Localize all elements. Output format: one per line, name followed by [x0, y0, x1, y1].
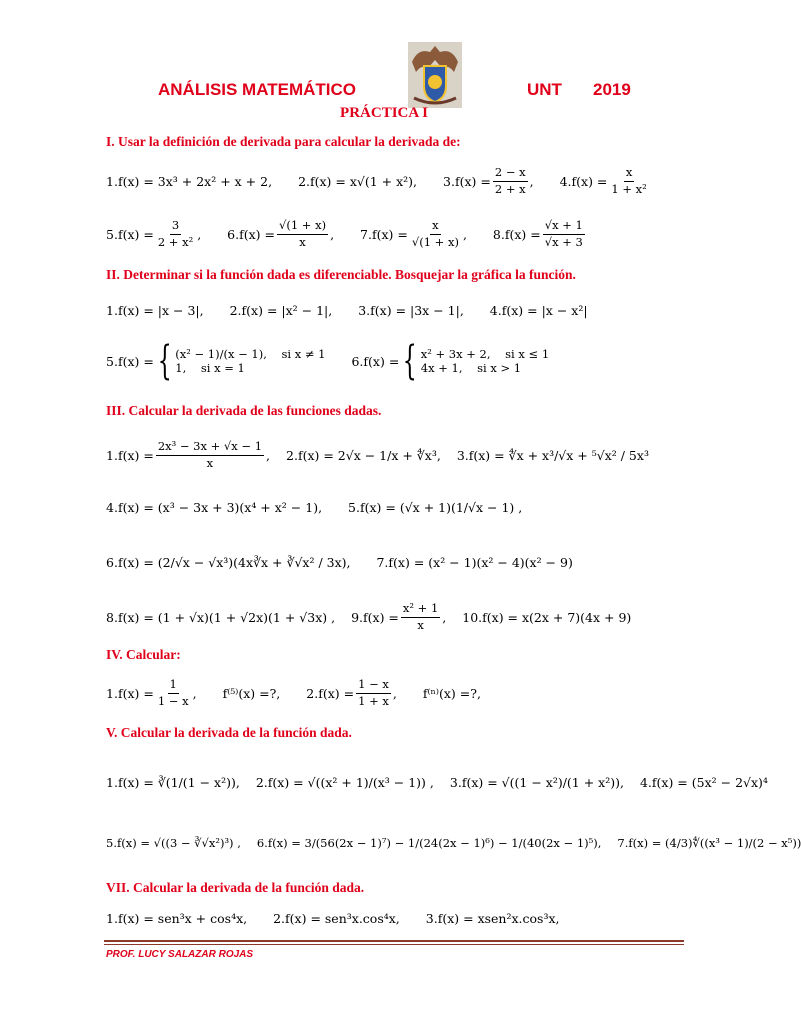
section-3-row-1 [106, 435, 728, 475]
exercise-5-4: 4. f(x) = (5x² − 2√x)⁴ [639, 774, 768, 790]
exercise-1-6: 6. f(x) = $\frac{√(1 + x)}{x}$ , [227, 218, 335, 249]
course-title: ANÁLISIS MATEMÁTICO [158, 80, 357, 99]
exercise-5-5: 5. f(x) = √((3 − ∛√x²)³) , [106, 836, 241, 850]
section-3-title: III. Calcular la derivada de las funciones dadas. [106, 403, 382, 418]
exercise-2-4: 4. f(x) = |x − x²| [489, 302, 588, 318]
exercise-5-3: 3. f(x) = √((1 − x²)/(1 + x²)), [449, 774, 624, 790]
exercise-5-7: 7. f(x) = (4/3)∜((x³ − 1)/(2 − x⁵)) [617, 836, 801, 850]
section-1-row-2 [106, 214, 728, 254]
exercise-4-2-derivative: f⁽ⁿ⁾(x) =?, [422, 685, 481, 701]
section-4-title: IV. Calcular: [106, 647, 181, 662]
year-label: 2019 [593, 80, 631, 99]
exercise-1-3: 3. f(x) = $\frac{2 - x}{2 + x}$ , [443, 165, 534, 196]
institution-label: UNT [527, 80, 562, 99]
exercise-7-1: 1. f(x) = sen³x + cos⁴x, [106, 910, 248, 926]
exercise-4-1: 1. f(x) = $\frac{1}{1 - x}$ , [106, 677, 197, 708]
exercise-1-8: 8. f(x) = $\frac{√x + 1}{√x + 3}$ [492, 218, 583, 249]
exercise-7-2: 2. f(x) = sen³x.cos⁴x, [273, 910, 400, 926]
exercise-4-2: 2. f(x) = $\frac{1 - x}{1 + x}$ , [306, 677, 397, 708]
exercise-1-2: 2. f(x) = x√(1 + x²), [298, 173, 418, 189]
exercise-3-7: 7. f(x) = (x² − 1)(x² − 4)(x² − 9) [376, 554, 573, 570]
exercise-2-5: 5. f(x) = { (x² − 1)/(x − 1), si x ≠ 1 1, si x = 1 [106, 338, 326, 384]
left-brace-icon: { [157, 338, 172, 384]
section-7-title: VII. Calcular la derivada de la función dada. [106, 880, 365, 895]
exercise-3-8: 8. f(x) = (1 + √x)(1 + √2x)(1 + √3x) , [106, 609, 336, 625]
exercise-4-1-derivative: f⁽⁵⁾(x) =?, [222, 685, 281, 701]
exercise-1-1: 1. f(x) = 3x³ + 2x² + x + 2, [106, 173, 273, 189]
section-1-title: I. Usar la definición de derivada para calcular la derivada de: [106, 134, 461, 149]
exercise-5-1: 1. f(x) = ∛(1/(1 − x²)), [106, 774, 240, 790]
author-footer: PROF. LUCY SALAZAR ROJAS [106, 949, 254, 960]
exercise-3-1: 1. f(x) = $\frac{\text{2x³ − 3x + √x − 1}}{x}$ , [106, 439, 270, 470]
section-3-row-2 [106, 487, 728, 527]
exercise-3-2: 2. f(x) = 2√x − 1/x + ∜x³, [286, 447, 441, 463]
exercise-1-5: 5. f(x) = $\frac{3}{\text{2 + x²}}$ , [106, 218, 202, 249]
section-2-row-2 [106, 338, 728, 384]
section-5-title: V. Calcular la derivada de la función dada. [106, 725, 352, 740]
exercise-2-2: 2. f(x) = |x² − 1|, [229, 302, 333, 318]
footer-divider [104, 940, 684, 942]
footer-divider-thin [104, 944, 684, 945]
section-7-row-1 [106, 898, 728, 938]
exercise-2-1: 1. f(x) = |x − 3|, [106, 302, 204, 318]
section-2-row-1 [106, 290, 728, 330]
exercise-1-7: 7. f(x) = $\frac{x}{√(1 + x)}$ , [360, 218, 467, 249]
section-5-row-2 [106, 823, 801, 863]
university-crest-icon [408, 42, 462, 108]
exercise-3-9: 9. f(x) = $\frac{\text{x² + 1}}{x}$ , [351, 601, 447, 632]
section-3-row-4 [106, 597, 728, 637]
left-brace-icon: { [403, 338, 418, 384]
exercise-7-3: 3. f(x) = xsen²x.cos³x, [425, 910, 560, 926]
exercise-5-6: 6. f(x) = 3/(56(2x − 1)⁷) − 1/(24(2x − 1)⁶) − 1/(40(2x − 1)⁵), [256, 836, 602, 850]
exercise-3-4: 4. f(x) = (x³ − 3x + 3)(x⁴ + x² − 1), [106, 499, 323, 515]
section-4-row-1 [106, 673, 728, 713]
exercise-2-3: 3. f(x) = |3x − 1|, [358, 302, 464, 318]
practice-subtitle: PRÁCTICA I [340, 105, 428, 121]
exercise-3-10: 10. f(x) = x(2x + 7)(4x + 9) [462, 609, 632, 625]
exercise-3-5: 5. f(x) = (√x + 1)(1/√x − 1) , [348, 499, 523, 515]
exercise-2-6: 6. f(x) = { x² + 3x + 2, si x ≤ 1 4x + 1, si x > 1 [351, 338, 550, 384]
section-5-row-1 [106, 762, 768, 802]
section-3-row-3 [106, 542, 728, 582]
exercise-1-4: 4. f(x) = $\frac{x}{\text{1 + x²}}$ [559, 165, 647, 196]
exercise-3-3: 3. f(x) = ∜x + x³/√x + ⁵√x² / 5x³ [456, 447, 649, 463]
section-1-row-1 [106, 161, 728, 201]
section-2-title: II. Determinar si la función dada es diferenciable. Bosquejar la gráfica la función. [106, 267, 576, 282]
exercise-3-6: 6. f(x) = (2/√x − √x³)(4x∛x + ∛√x² / 3x), [106, 554, 351, 570]
exercise-5-2: 2. f(x) = √((x² + 1)/(x³ − 1)) , [255, 774, 434, 790]
